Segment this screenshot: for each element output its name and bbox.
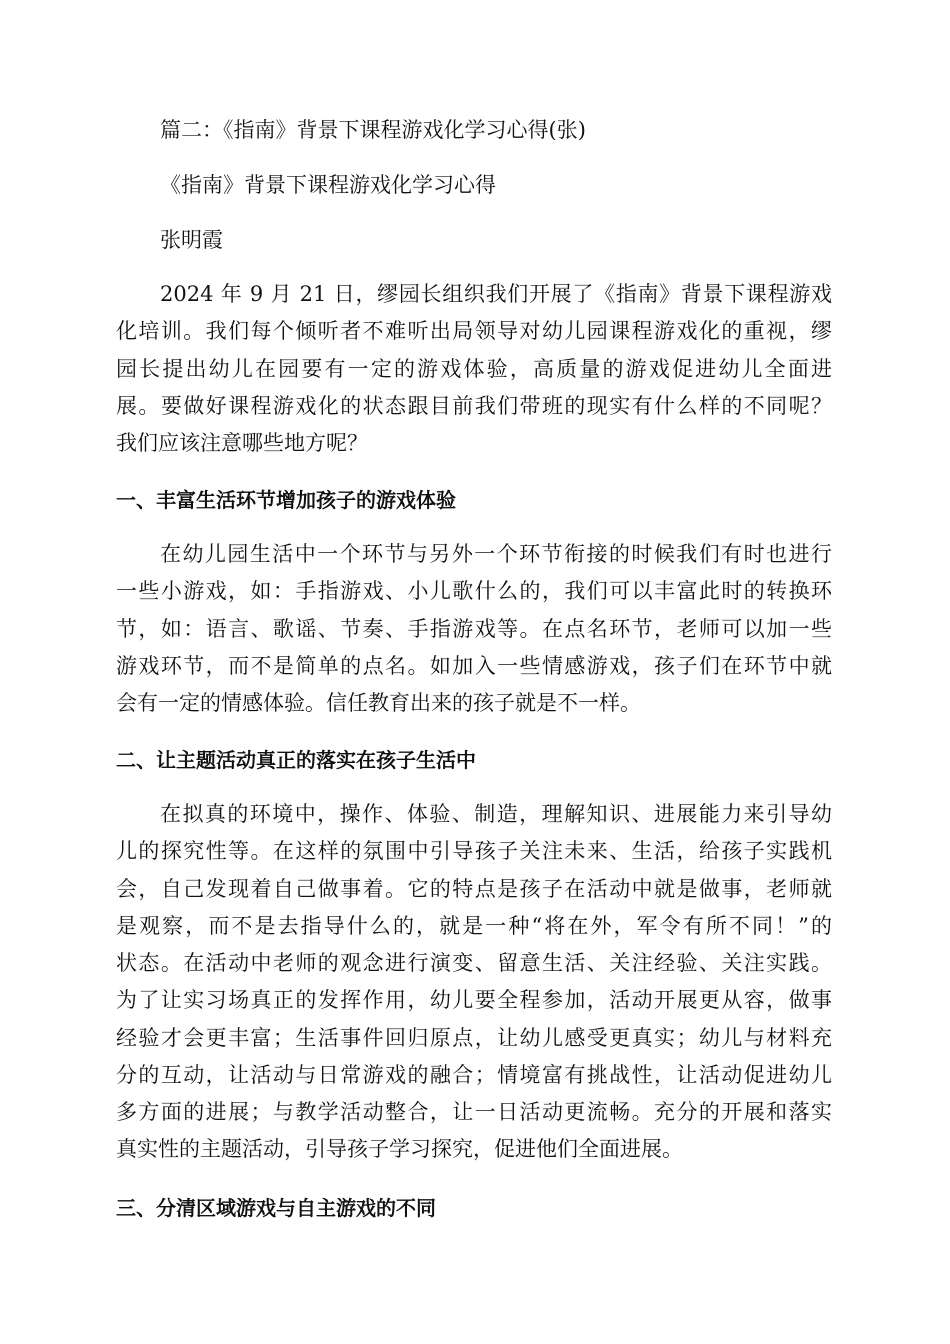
paragraph-line: 2024 年 9 月 21 日，缪园长组织我们开展了《指南》背景下课程游戏 [160,282,832,306]
paragraph-line: 游戏环节，而不是简单的点名。如加入一些情感游戏，孩子们在环节中就 [116,654,832,678]
paragraph-line: 分的互动，让活动与日常游戏的融合；情境富有挑战性，让活动促进幼儿 [116,1063,832,1087]
paragraph-line: 化培训。我们每个倾听者不难听出局领导对幼儿园课程游戏化的重视，缪 [116,319,832,343]
document-author: 张明霞 [160,228,223,252]
paragraph-line: 多方面的进展；与教学活动整合，让一日活动更流畅。充分的开展和落实 [116,1100,832,1124]
paragraph-line: 我们应该注意哪些地方呢？ [116,431,368,455]
paragraph-line: 真实性的主题活动，引导孩子学习探究，促进他们全面进展。 [116,1137,683,1161]
paragraph-line: 一些小游戏，如：手指游戏、小儿歌什么的，我们可以丰富此时的转换环 [116,579,832,603]
section-heading: 三、分清区域游戏与自主游戏的不同 [116,1196,436,1220]
paragraph-line: 是观察，而不是去指导什么的，就是一种“将在外，军令有所不同！”的 [116,914,832,938]
document-subtitle: 《指南》背景下课程游戏化学习心得 [160,173,496,197]
paragraph-line: 在幼儿园生活中一个环节与另外一个环节衔接的时候我们有时也进行 [160,542,832,566]
paragraph-line: 节，如：语言、歌谣、节奏、手指游戏等。在点名环节，老师可以加一些 [116,617,832,641]
paragraph-line: 园长提出幼儿在园要有一定的游戏体验，高质量的游戏促进幼儿全面进 [116,357,832,381]
paragraph-line: 会，自己发现着自己做事着。它的特点是孩子在活动中就是做事，老师就 [116,877,832,901]
section-heading: 一、丰富生活环节增加孩子的游戏体验 [116,488,456,512]
paragraph-line: 状态。在活动中老师的观念进行演变、留意生活、关注经验、关注实践。 [116,951,832,975]
paragraph-line: 儿的探究性等。在这样的氛围中引导孩子关注未来、生活，给孩子实践机 [116,839,832,863]
paragraph-line: 展。要做好课程游戏化的状态跟目前我们带班的现实有什么样的不同呢？ [116,394,832,418]
section-heading: 二、让主题活动真正的落实在孩子生活中 [116,748,476,772]
paragraph-line: 会有一定的情感体验。信任教育出来的孩子就是不一样。 [116,691,641,715]
document-title: 篇二：《指南》背景下课程游戏化学习心得(张) [160,118,586,142]
paragraph-line: 在拟真的环境中，操作、体验、制造，理解知识、进展能力来引导幼 [160,802,832,826]
paragraph-line: 经验才会更丰富；生活事件回归原点，让幼儿感受更真实；幼儿与材料充 [116,1026,832,1050]
paragraph-line: 为了让实习场真正的发挥作用，幼儿要全程参加，活动开展更从容，做事 [116,988,832,1012]
